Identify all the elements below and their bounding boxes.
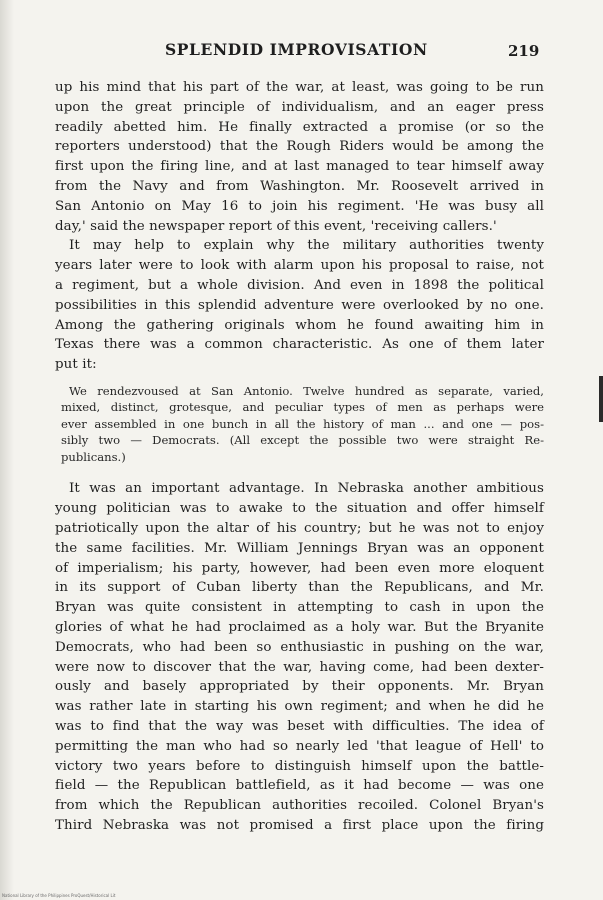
text-line: was rather late in starting his own regiment; and when he did he <box>55 699 544 715</box>
text-line: Third Nebraska was not promised a first place upon the firing <box>55 818 544 833</box>
text-line: first upon the firing line, and at last managed to tear himself away <box>55 159 544 175</box>
quote-line: We rendezvoused at San Antonio. Twelve hundred as separate, varied, <box>69 383 544 398</box>
quote-line: mixed, distinct, grotesque, and peculiar types of men as perhaps were <box>61 400 544 415</box>
text-line: ously and basely appropriated by their opponents. Mr. Bryan <box>55 679 544 695</box>
text-line: permitting the man who had so nearly led 'that league of Hell' to <box>55 738 544 754</box>
text-line: reporters understood) that the Rough Riders would be among the <box>55 139 544 155</box>
digitization-stamp: National Library of the Philippines ProQuest/Historical Lit <box>2 893 116 898</box>
quote-line: ever assembled in one bunch in all the history of man ... and one — pos- <box>61 416 544 431</box>
text-line: field — the Republican battlefield, as it had become — was one <box>55 778 544 794</box>
text-line: a regiment, but a whole division. And even in 1898 the political <box>55 277 544 293</box>
running-head <box>0 40 603 64</box>
text-line: victory two years before to distinguish himself upon the battle- <box>55 758 544 774</box>
page-number: 219 <box>508 42 540 60</box>
paragraph-3 <box>55 479 544 835</box>
scan-edge-mark <box>599 376 603 422</box>
paragraph-1 <box>55 78 544 236</box>
quote-line: publicans.) <box>61 449 126 464</box>
text-line: It was an important advantage. In Nebraska another ambitious <box>69 481 544 497</box>
quote-line: sibly two — Democrats. (All except the possible two were straight Re- <box>61 433 544 448</box>
text-line: the same facilities. Mr. William Jennings Bryan was an opponent <box>55 540 544 556</box>
text-line: put it: <box>55 357 97 373</box>
text-line: Democrats, who had been so enthusiastic in pushing on the war, <box>55 639 544 655</box>
text-line: from the Navy and from Washington. Mr. Roosevelt arrived in <box>55 178 544 194</box>
text-line: day,' said the newspaper report of this event, 'receiving callers.' <box>55 218 497 234</box>
gutter-shadow <box>0 0 14 900</box>
text-line: years later were to look with alarm upon his proposal to raise, not <box>55 258 544 274</box>
text-line: It may help to explain why the military authorities twenty <box>69 238 544 254</box>
text-line: from which the Republican authorities recoiled. Colonel Bryan's <box>55 798 544 814</box>
text-line: up his mind that his part of the war, at least, was going to be run <box>55 80 544 95</box>
text-line: upon the great principle of individualism, and an eager press <box>55 99 544 115</box>
block-quote <box>55 383 544 466</box>
text-line: young politician was to awake to the situation and offer himself <box>55 501 544 517</box>
running-title: SPLENDID IMPROVISATION <box>165 40 428 59</box>
text-line: was to find that the way was beset with difficulties. The idea of <box>55 719 544 735</box>
body-text <box>55 78 544 836</box>
text-line: Bryan was quite consistent in attempting to cash in upon the <box>55 600 544 616</box>
text-line: possibilities in this splendid adventure were overlooked by no one. <box>55 297 544 313</box>
paragraph-2 <box>55 236 544 375</box>
text-line: were now to discover that the war, having come, had been dexter- <box>55 659 544 675</box>
text-line: patriotically upon the altar of his country; but he was not to enjoy <box>55 521 544 537</box>
text-line: Texas there was a common characteristic. As one of them later <box>55 337 544 353</box>
text-line: of imperialism; his party, however, had been even more eloquent <box>55 560 544 576</box>
text-line: San Antonio on May 16 to join his regiment. 'He was busy all <box>55 198 544 214</box>
text-line: readily abetted him. He finally extracted a promise (or so the <box>55 119 544 135</box>
text-line: glories of what he had proclaimed as a holy war. But the Bryanite <box>55 620 544 636</box>
text-line: Among the gathering originals whom he found awaiting him in <box>55 317 544 333</box>
text-line: in its support of Cuban liberty than the Republicans, and Mr. <box>55 580 544 596</box>
